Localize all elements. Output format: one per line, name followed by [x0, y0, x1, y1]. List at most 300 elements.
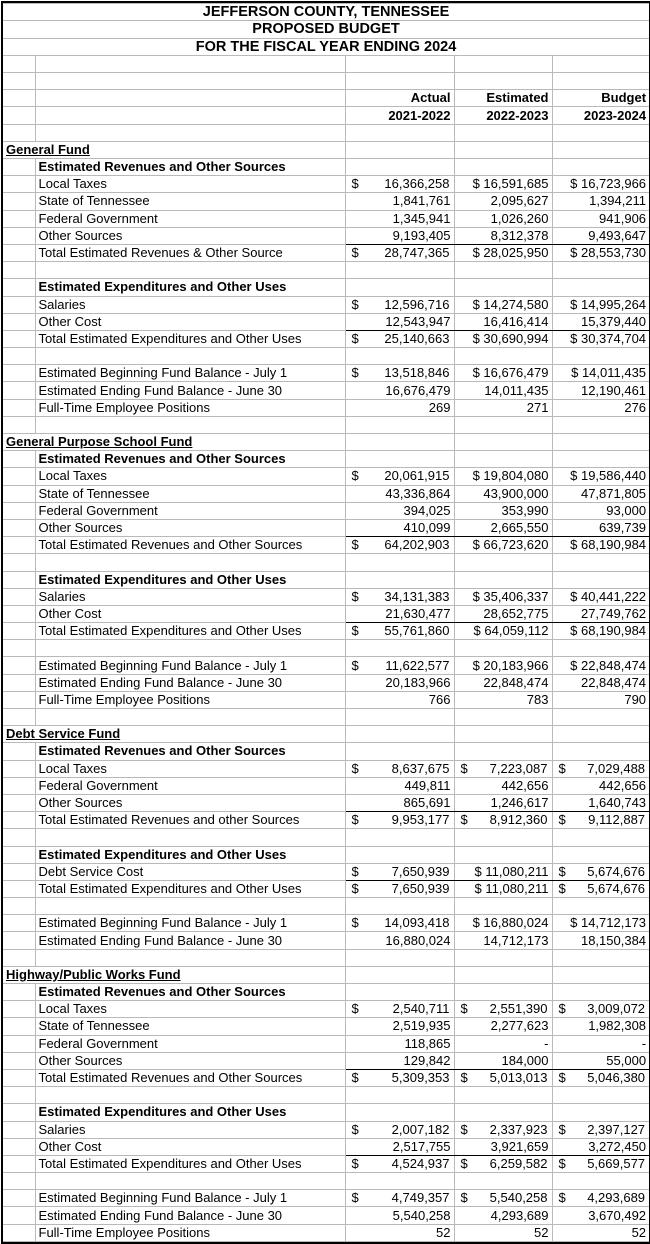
- value-budget-2023-2024: [552, 485, 649, 502]
- currency-sign: $: [558, 1001, 566, 1017]
- balance-row: [3, 365, 649, 382]
- currency-sign: $: [472, 915, 480, 931]
- amount: 1,841,761: [392, 193, 451, 209]
- expenditure-total-row: [3, 1155, 649, 1172]
- amount: 8,912,360: [489, 812, 548, 828]
- column-header-row: [3, 90, 649, 107]
- currency-sign: $: [472, 588, 480, 604]
- column-header-actual: Actual: [345, 90, 454, 107]
- amount: 9,493,647: [588, 227, 647, 243]
- value-estimated-2022-2023: [454, 1207, 552, 1224]
- amount: 68,190,984: [580, 537, 647, 553]
- currency-sign: $: [558, 1070, 566, 1086]
- value-budget-2023-2024: [552, 1155, 649, 1172]
- amount: 22,848,474: [580, 674, 647, 690]
- amount: 34,131,383: [384, 588, 450, 604]
- amount: 16,676,479: [385, 382, 451, 398]
- value-budget-2023-2024: [552, 863, 649, 880]
- revenue-total-row: [3, 1069, 649, 1086]
- row-label: Total Estimated Expenditures and Other Uses: [35, 330, 345, 347]
- amount: 8,637,675: [391, 760, 450, 776]
- currency-sign: $: [472, 245, 480, 261]
- row-label: Other Cost: [35, 313, 345, 330]
- amount: 22,848,474: [580, 657, 647, 673]
- value-actual-2021-2022: [345, 1121, 454, 1138]
- row-label: Total Estimated Revenues & Other Source: [35, 244, 345, 261]
- value-actual-2021-2022: [345, 812, 454, 829]
- row-label: Full-Time Employee Positions: [35, 1224, 345, 1241]
- row-label: Total Estimated Revenues and Other Sources: [35, 1069, 345, 1086]
- row-label: State of Tennessee: [35, 1018, 345, 1035]
- amount: 64,202,903: [384, 537, 450, 553]
- value-actual-2021-2022: [345, 1190, 454, 1207]
- amount: 14,712,173: [580, 915, 647, 931]
- value-budget-2023-2024: [552, 1035, 649, 1052]
- value-estimated-2022-2023: [454, 176, 552, 193]
- amount: 93,000: [606, 502, 647, 518]
- revenues-heading-row: [3, 159, 649, 176]
- amount: 11,080,211: [485, 863, 549, 879]
- amount: 40,441,222: [580, 588, 647, 604]
- value-budget-2023-2024: [552, 812, 649, 829]
- value-estimated-2022-2023: [454, 932, 552, 949]
- amount: 52: [436, 1224, 451, 1240]
- currency-sign: $: [351, 1001, 359, 1017]
- value-estimated-2022-2023: [454, 760, 552, 777]
- value-budget-2023-2024: [552, 794, 649, 811]
- value-estimated-2022-2023: [454, 1138, 552, 1155]
- amount: 271: [526, 399, 549, 415]
- currency-sign: $: [460, 1001, 468, 1017]
- currency-sign: $: [472, 468, 480, 484]
- expenditure-row: [3, 863, 649, 880]
- amount: 12,596,716: [384, 296, 450, 312]
- row-label: Local Taxes: [35, 760, 345, 777]
- balance-row: [3, 382, 649, 399]
- amount: 2,277,623: [490, 1018, 549, 1034]
- row-label: Estimated Beginning Fund Balance - July 1: [35, 1190, 345, 1207]
- amount: 5,309,353: [391, 1070, 450, 1086]
- value-estimated-2022-2023: [454, 1190, 552, 1207]
- amount: 52: [534, 1224, 549, 1240]
- amount: 269: [428, 399, 451, 415]
- amount: 68,190,984: [580, 623, 647, 639]
- row-label: Total Estimated Expenditures and Other Uses: [35, 623, 345, 640]
- value-actual-2021-2022: [345, 193, 454, 210]
- revenues-heading: Estimated Revenues and Other Sources: [35, 984, 345, 1001]
- row-label: State of Tennessee: [35, 193, 345, 210]
- amount: 16,416,414: [483, 313, 549, 329]
- amount: 941,906: [599, 210, 647, 226]
- amount: 5,046,380: [587, 1070, 646, 1086]
- amount: 766: [428, 691, 451, 707]
- revenue-row: [3, 176, 649, 193]
- row-label: Estimated Beginning Fund Balance - July 1: [35, 657, 345, 674]
- blank-row: [3, 640, 649, 657]
- value-actual-2021-2022: [345, 691, 454, 708]
- value-estimated-2022-2023: [454, 210, 552, 227]
- amount: 5,669,577: [587, 1155, 646, 1171]
- currency-sign: $: [558, 863, 566, 879]
- value-actual-2021-2022: [345, 382, 454, 399]
- expenditure-total-row: [3, 623, 649, 640]
- value-actual-2021-2022: [345, 330, 454, 347]
- value-actual-2021-2022: [345, 1069, 454, 1086]
- amount: 4,524,937: [391, 1155, 450, 1171]
- amount: 28,747,365: [384, 245, 450, 261]
- row-label: Other Sources: [35, 227, 345, 244]
- blank-row: [3, 348, 649, 365]
- revenue-row: [3, 502, 649, 519]
- currency-sign: $: [558, 880, 566, 896]
- currency-sign: $: [351, 176, 359, 192]
- currency-sign: $: [570, 588, 578, 604]
- amount: 28,553,730: [580, 245, 647, 261]
- value-budget-2023-2024: [552, 691, 649, 708]
- revenue-row: [3, 1052, 649, 1069]
- currency-sign: $: [460, 1190, 468, 1206]
- value-estimated-2022-2023: [454, 193, 552, 210]
- expenditures-heading-row: [3, 571, 649, 588]
- amount: 118,865: [404, 1035, 451, 1051]
- value-actual-2021-2022: [345, 605, 454, 622]
- amount: 639,739: [599, 520, 647, 536]
- currency-sign: $: [474, 863, 482, 879]
- currency-sign: $: [351, 880, 359, 896]
- value-actual-2021-2022: [345, 1018, 454, 1035]
- amount: 8,312,378: [490, 227, 549, 243]
- currency-sign: $: [472, 365, 480, 381]
- expenditures-heading: Estimated Expenditures and Other Uses: [35, 846, 345, 863]
- value-budget-2023-2024: [552, 777, 649, 794]
- value-budget-2023-2024: [552, 330, 649, 347]
- currency-sign: $: [351, 915, 359, 931]
- revenue-row: [3, 1018, 649, 1035]
- amount: 3,921,659: [490, 1138, 549, 1154]
- expenditure-row: [3, 1121, 649, 1138]
- row-label: Total Estimated Expenditures and Other Uses: [35, 1155, 345, 1172]
- amount: 9,193,405: [392, 227, 451, 243]
- currency-sign: $: [558, 812, 566, 828]
- value-estimated-2022-2023: [454, 812, 552, 829]
- value-budget-2023-2024: [552, 623, 649, 640]
- row-label: Federal Government: [35, 210, 345, 227]
- expenditures-heading: Estimated Expenditures and Other Uses: [35, 279, 345, 296]
- amount: 12,543,947: [385, 313, 451, 329]
- amount: 16,723,966: [580, 176, 647, 192]
- value-estimated-2022-2023: [454, 537, 552, 554]
- value-actual-2021-2022: [345, 519, 454, 536]
- row-label: Local Taxes: [35, 176, 345, 193]
- fund-title: Debt Service Fund: [6, 726, 121, 742]
- currency-sign: $: [570, 915, 578, 931]
- value-estimated-2022-2023: [454, 382, 552, 399]
- value-actual-2021-2022: [345, 210, 454, 227]
- value-estimated-2022-2023: [454, 605, 552, 622]
- fund-title: General Fund: [6, 141, 90, 157]
- row-label: Federal Government: [35, 502, 345, 519]
- currency-sign: $: [351, 468, 359, 484]
- value-actual-2021-2022: [345, 468, 454, 485]
- currency-sign: $: [570, 657, 578, 673]
- currency-sign: $: [351, 863, 359, 879]
- value-budget-2023-2024: [552, 1001, 649, 1018]
- value-budget-2023-2024: [552, 502, 649, 519]
- currency-sign: $: [472, 296, 480, 312]
- balance-row: [3, 1207, 649, 1224]
- amount: 43,336,864: [385, 485, 451, 501]
- currency-sign: $: [351, 537, 359, 553]
- revenue-row: [3, 519, 649, 536]
- amount: 2,540,711: [392, 1001, 450, 1017]
- amount: 28,652,775: [483, 605, 549, 621]
- revenue-total-row: [3, 244, 649, 261]
- amount: 16,676,479: [483, 365, 549, 381]
- value-estimated-2022-2023: [454, 1069, 552, 1086]
- amount: 5,540,258: [489, 1190, 548, 1206]
- amount: 184,000: [501, 1052, 549, 1068]
- expenditure-total-row: [3, 330, 649, 347]
- value-actual-2021-2022: [345, 296, 454, 313]
- amount: 28,025,950: [483, 245, 549, 261]
- column-header-budget: Budget: [552, 90, 649, 107]
- revenue-row: [3, 1001, 649, 1018]
- value-budget-2023-2024: [552, 296, 649, 313]
- amount: 2,007,182: [391, 1121, 450, 1137]
- amount: 19,586,440: [580, 468, 647, 484]
- blank-row: [3, 1087, 649, 1104]
- expenditures-heading-row: [3, 279, 649, 296]
- amount: 2,337,923: [489, 1121, 548, 1137]
- fund-title-row: [3, 434, 649, 451]
- amount: 4,293,689: [490, 1207, 549, 1223]
- value-estimated-2022-2023: [454, 1035, 552, 1052]
- currency-sign: $: [460, 1070, 468, 1086]
- value-budget-2023-2024: [552, 244, 649, 261]
- value-budget-2023-2024: [552, 1052, 649, 1069]
- value-budget-2023-2024: [552, 313, 649, 330]
- row-label: Estimated Ending Fund Balance - June 30: [35, 932, 345, 949]
- currency-sign: $: [460, 812, 468, 828]
- currency-sign: $: [351, 1155, 359, 1171]
- value-actual-2021-2022: [345, 1035, 454, 1052]
- value-estimated-2022-2023: [454, 1052, 552, 1069]
- currency-sign: $: [570, 468, 578, 484]
- value-budget-2023-2024: [552, 1190, 649, 1207]
- value-budget-2023-2024: [552, 227, 649, 244]
- blank-row: [3, 898, 649, 915]
- blank-row: [3, 124, 649, 141]
- value-budget-2023-2024: [552, 537, 649, 554]
- blank-row: [3, 709, 649, 726]
- currency-sign: $: [570, 296, 578, 312]
- amount: 2,095,627: [490, 193, 549, 209]
- blank-row: [3, 73, 649, 90]
- balance-row: [3, 399, 649, 416]
- amount: -: [641, 1035, 647, 1051]
- amount: 6,259,582: [489, 1155, 548, 1171]
- revenue-row: [3, 1035, 649, 1052]
- revenue-row: [3, 468, 649, 485]
- amount: 2,519,935: [392, 1018, 451, 1034]
- balance-row: [3, 691, 649, 708]
- amount: 47,871,805: [580, 485, 647, 501]
- currency-sign: $: [570, 245, 578, 261]
- balance-row: [3, 932, 649, 949]
- row-label: Estimated Beginning Fund Balance - July 1: [35, 365, 345, 382]
- amount: 865,691: [403, 795, 451, 811]
- value-estimated-2022-2023: [454, 1001, 552, 1018]
- value-estimated-2022-2023: [454, 468, 552, 485]
- amount: 64,059,112: [484, 623, 549, 639]
- value-actual-2021-2022: [345, 777, 454, 794]
- value-estimated-2022-2023: [454, 880, 552, 897]
- value-budget-2023-2024: [552, 399, 649, 416]
- blank-row: [3, 829, 649, 846]
- amount: 16,591,685: [483, 176, 549, 192]
- blank-row: [3, 554, 649, 571]
- row-label: Federal Government: [35, 777, 345, 794]
- row-label: Total Estimated Revenues and other Sources: [35, 812, 345, 829]
- value-budget-2023-2024: [552, 1018, 649, 1035]
- value-actual-2021-2022: [345, 537, 454, 554]
- value-estimated-2022-2023: [454, 1155, 552, 1172]
- title-line-1: JEFFERSON COUNTY, TENNESSEE: [3, 4, 649, 21]
- amount: 11,080,211: [485, 880, 549, 896]
- balance-row: [3, 1224, 649, 1241]
- value-actual-2021-2022: [345, 623, 454, 640]
- amount: 66,723,620: [483, 537, 549, 553]
- row-label: Salaries: [35, 1121, 345, 1138]
- value-actual-2021-2022: [345, 863, 454, 880]
- blank-row: [3, 55, 649, 72]
- row-label: Full-Time Employee Positions: [35, 691, 345, 708]
- amount: 9,112,887: [588, 812, 646, 828]
- revenues-heading-row: [3, 743, 649, 760]
- revenue-row: [3, 227, 649, 244]
- amount: 30,690,994: [483, 330, 549, 346]
- amount: 12,190,461: [580, 382, 647, 398]
- currency-sign: $: [570, 330, 578, 346]
- balance-row: [3, 657, 649, 674]
- value-actual-2021-2022: [345, 1052, 454, 1069]
- expenditure-row: [3, 588, 649, 605]
- revenues-heading-row: [3, 451, 649, 468]
- amount: 3,670,492: [588, 1207, 647, 1223]
- amount: 442,656: [501, 777, 549, 793]
- amount: 276: [624, 399, 647, 415]
- amount: 7,223,087: [489, 760, 548, 776]
- value-actual-2021-2022: [345, 880, 454, 897]
- value-budget-2023-2024: [552, 932, 649, 949]
- budget-spreadsheet: [1, 1, 650, 1244]
- amount: 13,518,846: [384, 365, 450, 381]
- fund-title-row: [3, 141, 649, 158]
- amount: 5,540,258: [392, 1207, 451, 1223]
- value-estimated-2022-2023: [454, 794, 552, 811]
- amount: 14,093,418: [384, 915, 450, 931]
- currency-sign: $: [473, 623, 481, 639]
- value-budget-2023-2024: [552, 605, 649, 622]
- amount: 7,650,939: [391, 880, 450, 896]
- expenditure-row: [3, 313, 649, 330]
- amount: 16,880,024: [483, 915, 549, 931]
- revenue-total-row: [3, 812, 649, 829]
- currency-sign: $: [351, 1190, 359, 1206]
- amount: 16,366,258: [384, 176, 450, 192]
- currency-sign: $: [460, 760, 468, 776]
- value-estimated-2022-2023: [454, 657, 552, 674]
- title-line-3: FOR THE FISCAL YEAR ENDING 2024: [3, 38, 649, 55]
- amount: 1,640,743: [588, 795, 647, 811]
- amount: 55,000: [606, 1052, 647, 1068]
- value-budget-2023-2024: [552, 519, 649, 536]
- value-actual-2021-2022: [345, 588, 454, 605]
- amount: 14,712,173: [483, 932, 549, 948]
- title-line-2: PROPOSED BUDGET: [3, 21, 649, 38]
- row-label: Debt Service Cost: [35, 863, 345, 880]
- value-actual-2021-2022: [345, 1138, 454, 1155]
- currency-sign: $: [351, 623, 359, 639]
- currency-sign: $: [472, 537, 480, 553]
- value-actual-2021-2022: [345, 1207, 454, 1224]
- column-year-actual: 2021-2022: [345, 107, 454, 124]
- value-estimated-2022-2023: [454, 485, 552, 502]
- revenue-row: [3, 777, 649, 794]
- value-budget-2023-2024: [552, 193, 649, 210]
- currency-sign: $: [351, 1070, 359, 1086]
- value-actual-2021-2022: [345, 760, 454, 777]
- amount: -: [544, 1035, 549, 1051]
- amount: 20,061,915: [384, 468, 450, 484]
- value-estimated-2022-2023: [454, 691, 552, 708]
- amount: 55,761,860: [384, 623, 450, 639]
- amount: 1,026,260: [490, 210, 549, 226]
- row-label: State of Tennessee: [35, 485, 345, 502]
- value-budget-2023-2024: [552, 365, 649, 382]
- revenue-row: [3, 210, 649, 227]
- amount: 22,848,474: [483, 674, 549, 690]
- value-budget-2023-2024: [552, 1224, 649, 1241]
- fund-title: Highway/Public Works Fund: [6, 966, 181, 982]
- expenditures-heading-row: [3, 1104, 649, 1121]
- amount: 3,272,450: [588, 1138, 647, 1154]
- revenues-heading-row: [3, 984, 649, 1001]
- value-estimated-2022-2023: [454, 227, 552, 244]
- value-budget-2023-2024: [552, 210, 649, 227]
- amount: 353,990: [501, 502, 549, 518]
- value-budget-2023-2024: [552, 880, 649, 897]
- revenue-row: [3, 485, 649, 502]
- value-budget-2023-2024: [552, 657, 649, 674]
- amount: 4,749,357: [391, 1190, 450, 1206]
- row-label: Estimated Ending Fund Balance - June 30: [35, 674, 345, 691]
- amount: 14,274,580: [483, 296, 549, 312]
- revenue-row: [3, 794, 649, 811]
- row-label: Local Taxes: [35, 468, 345, 485]
- fund-title-row: [3, 966, 649, 983]
- amount: 1,982,308: [588, 1018, 647, 1034]
- value-actual-2021-2022: [345, 227, 454, 244]
- expenditures-heading: Estimated Expenditures and Other Uses: [35, 571, 345, 588]
- amount: 410,099: [403, 520, 451, 536]
- amount: 1,394,211: [589, 193, 647, 209]
- currency-sign: $: [351, 657, 359, 673]
- currency-sign: $: [558, 1121, 566, 1137]
- value-budget-2023-2024: [552, 674, 649, 691]
- value-estimated-2022-2023: [454, 1224, 552, 1241]
- row-label: Total Estimated Expenditures and Other Uses: [35, 880, 345, 897]
